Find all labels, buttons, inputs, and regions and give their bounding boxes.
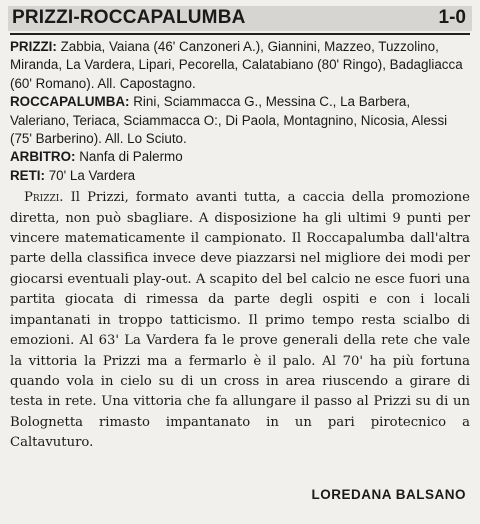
article-text: Il Prizzi, formato avanti tutta, a caccia della promozione diretta, non può sbagliare. A disposizione ha gli ultimi 9 punti per vincere matematicamente il campionato. Il Roccapalumba dall'altra parte della classifica invece deve piazzarsi nel migliore dei modi per giocarsi eventuali play-out. A scapito del bel calcio ne esce fuori una partita giocata di rimessa da parte degli ospiti e con i locali impantanati in troppo tatticismo. Il primo tempo resta scialbo di emozioni. Al 63' La Vardera fa le prove generali della rete che vale la vittoria la Prizzi ma a fermarlo è il palo. Al 70' ha più fortuna quando vola in cielo su di un cross in area riuscendo a girare di testa in rete. Una vittoria che fa allungare il passo al Prizzi su di un Bolognetta rimasto impantanato in un pari pirotecnico a Caltavuturo. <box>10 190 470 451</box>
away-lineup-text: Rini, Sciammacca G., Messina C., La Barbera, Valeriano, Teriaca, Sciammacca O:, Di Paola, Montagnino, Nicosia, Alessi (75' Barberino). All. Lo Sciuto. <box>10 94 448 147</box>
author-byline: LOREDANA BALSANO <box>311 487 466 502</box>
away-lineup <box>10 93 470 148</box>
header-divider <box>10 33 470 35</box>
article-body <box>10 188 470 453</box>
home-team-label: PRIZZI: <box>10 39 57 54</box>
article-lead: Prizzi. <box>24 190 64 206</box>
match-score: 1-0 <box>438 7 466 28</box>
home-lineup <box>10 38 470 93</box>
away-team-label: ROCCAPALUMBA: <box>10 94 130 110</box>
goals-line <box>10 167 470 185</box>
referee-label: ARBITRO: <box>10 149 76 165</box>
referee-line <box>10 148 470 166</box>
match-title: PRIZZI-ROCCAPALUMBA <box>12 7 246 28</box>
goals-text: 70' La Vardera <box>48 167 136 183</box>
referee-text: Nanfa di Palermo <box>79 149 183 165</box>
match-header <box>8 6 472 31</box>
home-lineup-text: Zabbia, Vaiana (46' Canzoneri A.), Giannini, Mazzeo, Tuzzolino, Miranda, La Vardera, Lipari, Pecorella, Calatabiano (80' Ringo), Badagliacca (60' Romano). All. Capostagno. <box>10 39 463 91</box>
goals-label: RETI: <box>10 167 45 183</box>
